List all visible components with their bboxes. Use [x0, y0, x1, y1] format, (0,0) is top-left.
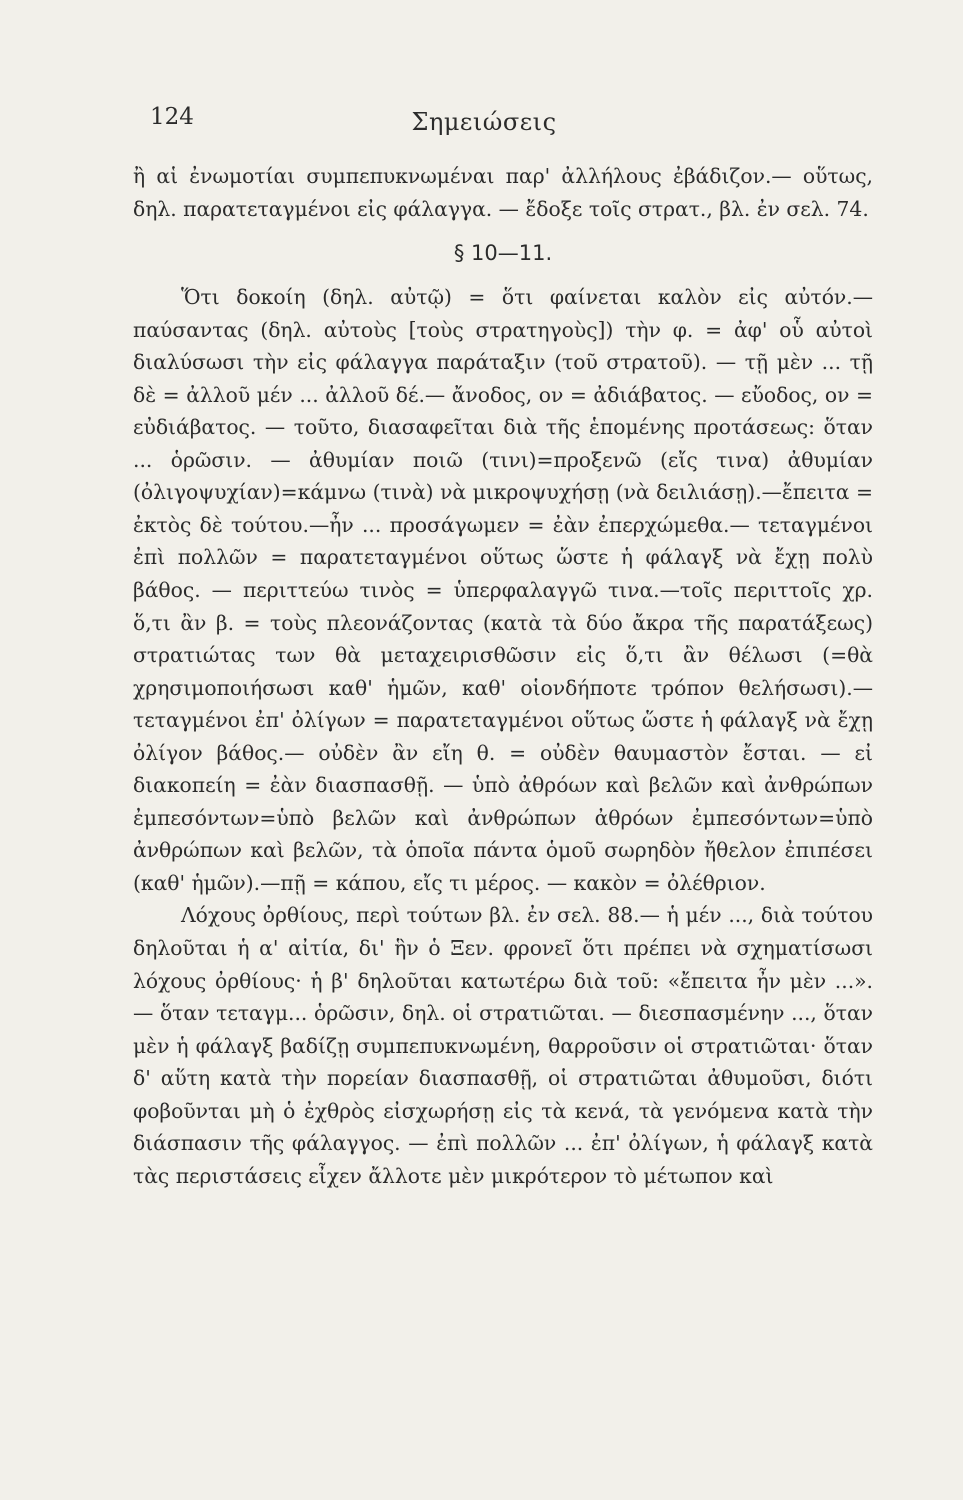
page-header — [0, 100, 963, 140]
body-text — [133, 160, 873, 1192]
paragraph-2: Ὅτι δοκοίη (δηλ. αὐτῷ) = ὅτι φαίνεται καλὸν εἰς αὐτόν.— παύσαντας (δηλ. αὐτοὺς [τοὺς στρατηγοὺς]) τὴν φ. = ἀφ' οὗ αὐτοὶ διαλύσωσι τὴν εἰς φάλαγγα παράταξιν (τοῦ στρατοῦ). — τῇ μὲν ... τῇ δὲ = ἀλλοῦ μέν ... ἀλλοῦ δέ.— ἄνοδος, ον = ἀδιάβατος. — εὔοδος, ον = εὐδιάβατος. — τοῦτο, διασαφεῖται διὰ τῆς ἑπομένης προτάσεως: ὅταν ... ὁρῶσιν. — ἀθυμίαν ποιῶ (τινι)=προξενῶ (εἴς τινα) ἀθυμίαν (ὀλιγοψυχίαν)=κάμνω (τινὰ) νὰ μικροψυχήσῃ (νὰ δειλιάσῃ).—ἔπειτα = ἐκτὸς δὲ τούτου.—ἦν ... προσάγωμεν = ἐὰν ἐπερχώμεθα.— τεταγμένοι ἐπὶ πολλῶν = παρατεταγμένοι οὕτως ὥστε ἡ φάλαγξ νὰ ἔχῃ πολὺ βάθος. — περιττεύω τινὸς = ὑπερφαλαγγῶ τινα.—τοῖς περιττοῖς χρ. ὅ,τι ἂν β. = τοὺς πλεονάζοντας (κατὰ τὰ δύο ἄκρα τῆς παρατάξεως) στρατιώτας των θὰ μεταχειρισθῶσιν εἰς ὅ,τι ἂν θέλωσι (=θὰ χρησιμοποιήσωσι καθ' ἡμῶν, καθ' οἱονδήποτε τρόπον θελήσωσι).— τεταγμένοι ἐπ' ὀλίγων = παρατεταγμένοι οὕτως ὥστε ἡ φάλαγξ νὰ ἔχῃ ὀλίγον βάθος.— οὐδὲν ἂν εἴη θ. = οὐδὲν θαυμαστὸν ἔσται. — εἰ διακοπείη = ἐὰν διασπασθῇ. — ὑπὸ ἀθρόων καὶ βελῶν καὶ ἀνθρώπων ἐμπεσόντων=ὑπὸ βελῶν καὶ ἀνθρώπων ἀθρόων ἐμπεσόντων=ὑπὸ ἀνθρώπων καὶ βελῶν, τὰ ὁποῖα πάντα ὁμοῦ σωρηδὸν ἤθελον ἐπιπέσει (καθ' ἡμῶν).—πῇ = κάπου, εἴς τι μέρος. — κακὸν = ὀλέθριον. — [133, 285, 873, 895]
section-heading: § 10—11. — [453, 241, 553, 266]
paragraph-3: Λόχους ὀρθίους, περὶ τούτων βλ. ἐν σελ. 88.— ἡ μέν ..., διὰ τούτου δηλοῦται ἡ α' αἰτία, δι' ἣν ὁ Ξεν. φρονεῖ ὅτι πρέπει νὰ σχηματίσωσι λόχους ὀρθίους· ἡ β' δηλοῦται κατωτέρω διὰ τοῦ: «ἔπειτα ἦν μὲν ...». — ὅταν τεταγμ... ὁρῶσιν, δηλ. οἱ στρατιῶται. — διεσπασμένην ..., ὅταν μὲν ἡ φάλαγξ βαδίζῃ συμπεπυκνωμένη, θαρροῦσιν οἱ στρατιῶται· ὅταν δ' αὕτη κατὰ τὴν πορείαν διασπασθῇ, οἱ στρατιῶται ἀθυμοῦσι, διότι φοβοῦνται μὴ ὁ ἐχθρὸς εἰσχωρήσῃ εἰς τὰ κενά, τὰ γενόμενα κατὰ τὴν διάσπασιν τῆς φάλαγγος. — ἐπὶ πολλῶν ... ἐπ' ὀλίγων, ἡ φάλαγξ κατὰ τὰς περιστάσεις εἶχεν ἄλλοτε μὲν μικρότερον τὸ μέτωπον καὶ — [133, 903, 873, 1188]
paragraph-1: ἢ αἱ ἐνωμοτίαι συμπεπυκνωμέναι παρ' ἀλλήλους ἐβάδιζον.— οὕτως, δηλ. παρατεταγμένοι εἰς φάλαγγα. — ἔδοξε τοῖς στρατ., βλ. ἐν σελ. 74. — [133, 164, 873, 221]
page-number: 124 — [150, 104, 194, 130]
running-title: Σημειώσεις — [411, 108, 557, 136]
